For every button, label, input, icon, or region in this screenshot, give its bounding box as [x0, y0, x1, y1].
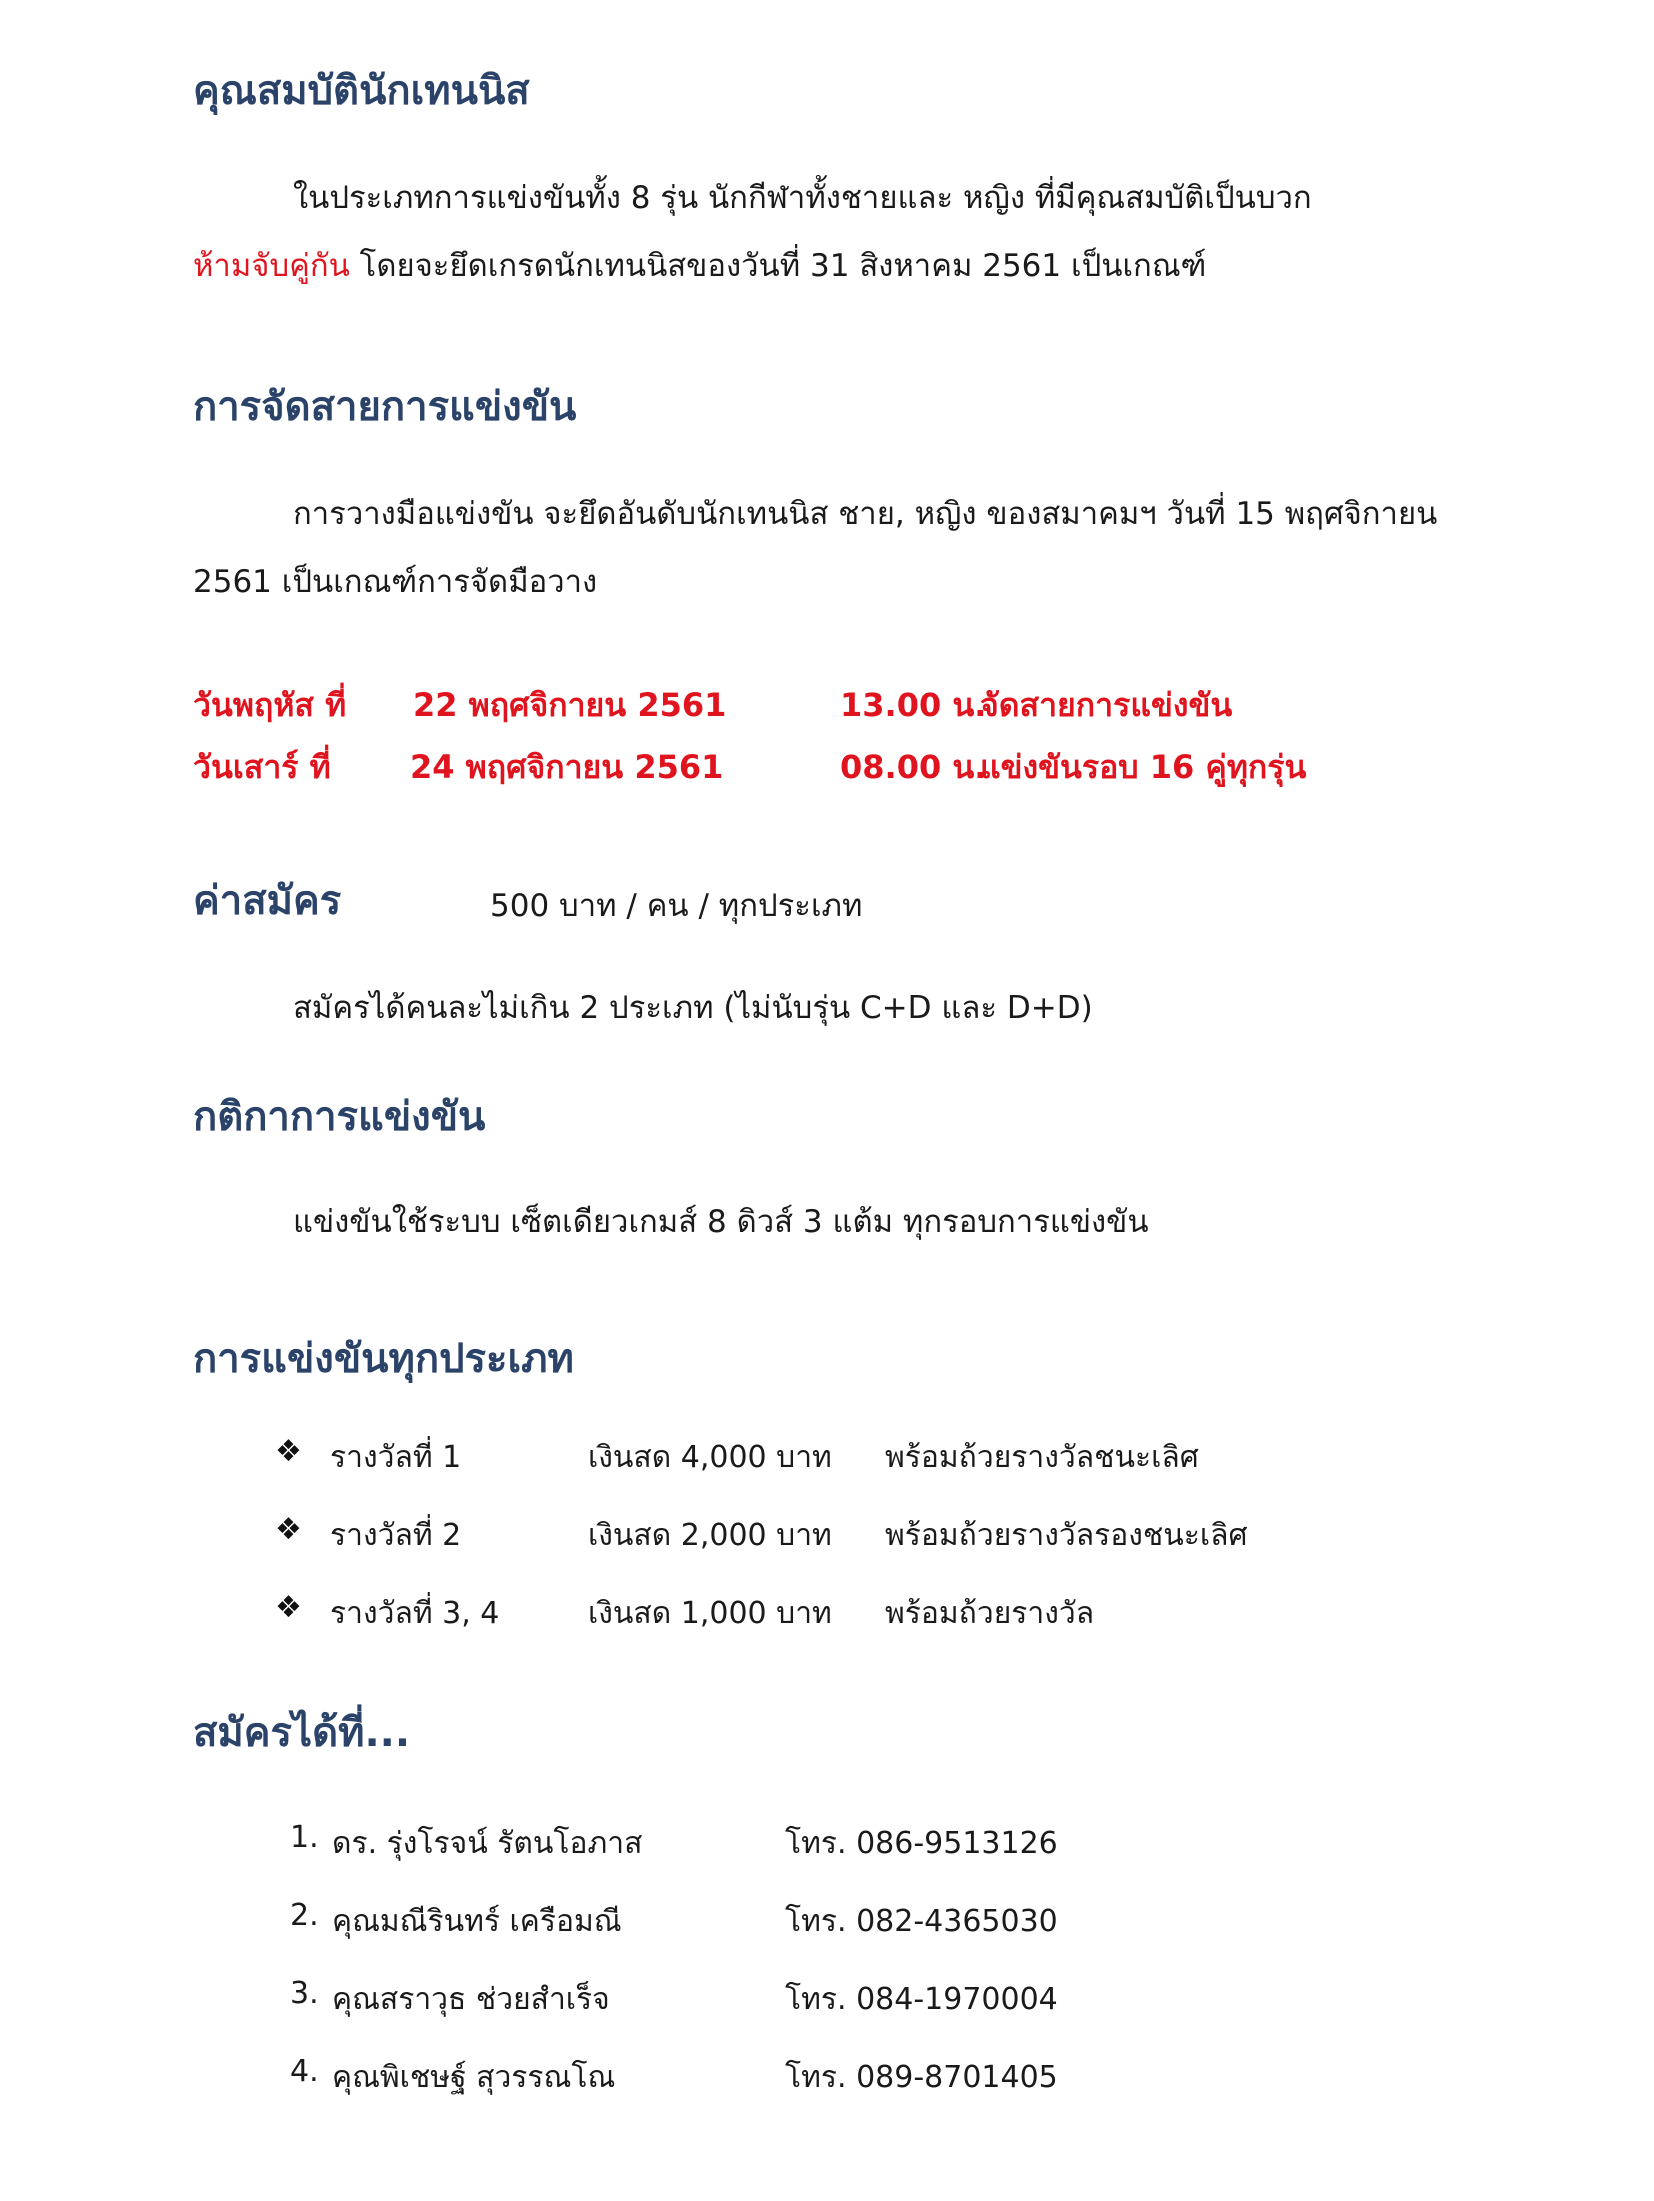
prize-2-place: รางวัลที่ 2 — [330, 1518, 462, 1553]
rules-heading: กติกาการแข่งขัน — [193, 1094, 486, 1140]
contact-3-number: 3. — [290, 1976, 319, 2011]
contact-2-name: คุณมณีรินทร์ เครือมณี — [332, 1904, 622, 1939]
contact-4-number: 4. — [290, 2054, 319, 2089]
contact-2-phone: โทร. 082-4365030 — [785, 1904, 1058, 1939]
prize-1-cash: เงินสด 4,000 บาท — [588, 1440, 832, 1475]
qualifications-line-1: ในประเภทการแข่งขันทั้ง 8 รุ่น นักกีฬาทั้งชายและ หญิง ที่มีคุณสมบัติเป็นบวก — [293, 180, 1312, 216]
schedule-row-1-event: จัดสายการแข่งขัน — [980, 686, 1233, 724]
prize-3-trophy: พร้อมถ้วยรางวัล — [885, 1596, 1095, 1631]
qualifications-heading: คุณสมบัตินักเทนนิส — [193, 68, 530, 114]
rules-line: แข่งขันใช้ระบบ เซ็ตเดียวเกมส์ 8 ดิวส์ 3 แต้ม ทุกรอบการแข่งขัน — [293, 1204, 1149, 1240]
fee-amount: 500 บาท / คน / ทุกประเภท — [490, 888, 863, 924]
contact-4-phone: โทร. 089-8701405 — [785, 2060, 1058, 2095]
prize-3-place: รางวัลที่ 3, 4 — [330, 1596, 500, 1631]
contact-4-name: คุณพิเชษฐ์ สุวรรณโณ — [332, 2060, 616, 2095]
schedule-row-2-date: 24 พฤศจิกายน 2561 — [410, 748, 724, 786]
seeding-heading: การจัดสายการแข่งขัน — [193, 384, 577, 430]
schedule-row-2-time: 08.00 น. — [840, 748, 987, 786]
prizes-heading: การแข่งขันทุกประเภท — [193, 1336, 574, 1382]
qualifications-line-2-rest: โดยจะยึดเกรดนักเทนนิสของวันที่ 31 สิงหาคม 2561 เป็นเกณฑ์ — [349, 248, 1207, 284]
diamond-bullet-icon: ❖ — [275, 1590, 302, 1625]
schedule-row-2-day: วันเสาร์ ที่ — [193, 748, 331, 786]
prize-1-place: รางวัลที่ 1 — [330, 1440, 462, 1475]
contact-1-name: ดร. รุ่งโรจน์ รัตนโอภาส — [332, 1826, 643, 1861]
prize-2-trophy: พร้อมถ้วยรางวัลรองชนะเลิศ — [885, 1518, 1248, 1553]
diamond-bullet-icon: ❖ — [275, 1434, 302, 1469]
prize-1-trophy: พร้อมถ้วยรางวัลชนะเลิศ — [885, 1440, 1199, 1475]
fee-note: สมัครได้คนละไม่เกิน 2 ประเภท (ไม่นับรุ่น C+D และ D+D) — [293, 990, 1093, 1026]
seeding-line-1: การวางมือแข่งขัน จะยึดอันดับนักเทนนิส ชาย, หญิง ของสมาคมฯ วันที่ 15 พฤศจิกายน — [293, 496, 1438, 532]
schedule-row-2-event: แข่งขันรอบ 16 คู่ทุกรุ่น — [980, 748, 1307, 786]
contact-2-number: 2. — [290, 1898, 319, 1933]
qualifications-line-2 — [193, 240, 1206, 290]
prize-3-cash: เงินสด 1,000 บาท — [588, 1596, 832, 1631]
contact-1-phone: โทร. 086-9513126 — [785, 1826, 1058, 1861]
diamond-bullet-icon: ❖ — [275, 1512, 302, 1547]
contact-1-number: 1. — [290, 1820, 319, 1855]
fee-heading: ค่าสมัคร — [193, 878, 342, 924]
contact-3-phone: โทร. 084-1970004 — [785, 1982, 1058, 2017]
schedule-row-1-time: 13.00 น. — [840, 686, 987, 724]
seeding-line-2: 2561 เป็นเกณฑ์การจัดมือวาง — [193, 564, 598, 600]
prize-2-cash: เงินสด 2,000 บาท — [588, 1518, 832, 1553]
schedule-row-1-date: 22 พฤศจิกายน 2561 — [413, 686, 727, 724]
schedule-row-1-day: วันพฤหัส ที่ — [193, 686, 347, 724]
contact-3-name: คุณสราวุธ ช่วยสำเร็จ — [332, 1982, 610, 2017]
contacts-heading: สมัครได้ที่... — [193, 1710, 411, 1756]
no-pairing-warning: ห้ามจับคู่กัน — [193, 248, 350, 284]
